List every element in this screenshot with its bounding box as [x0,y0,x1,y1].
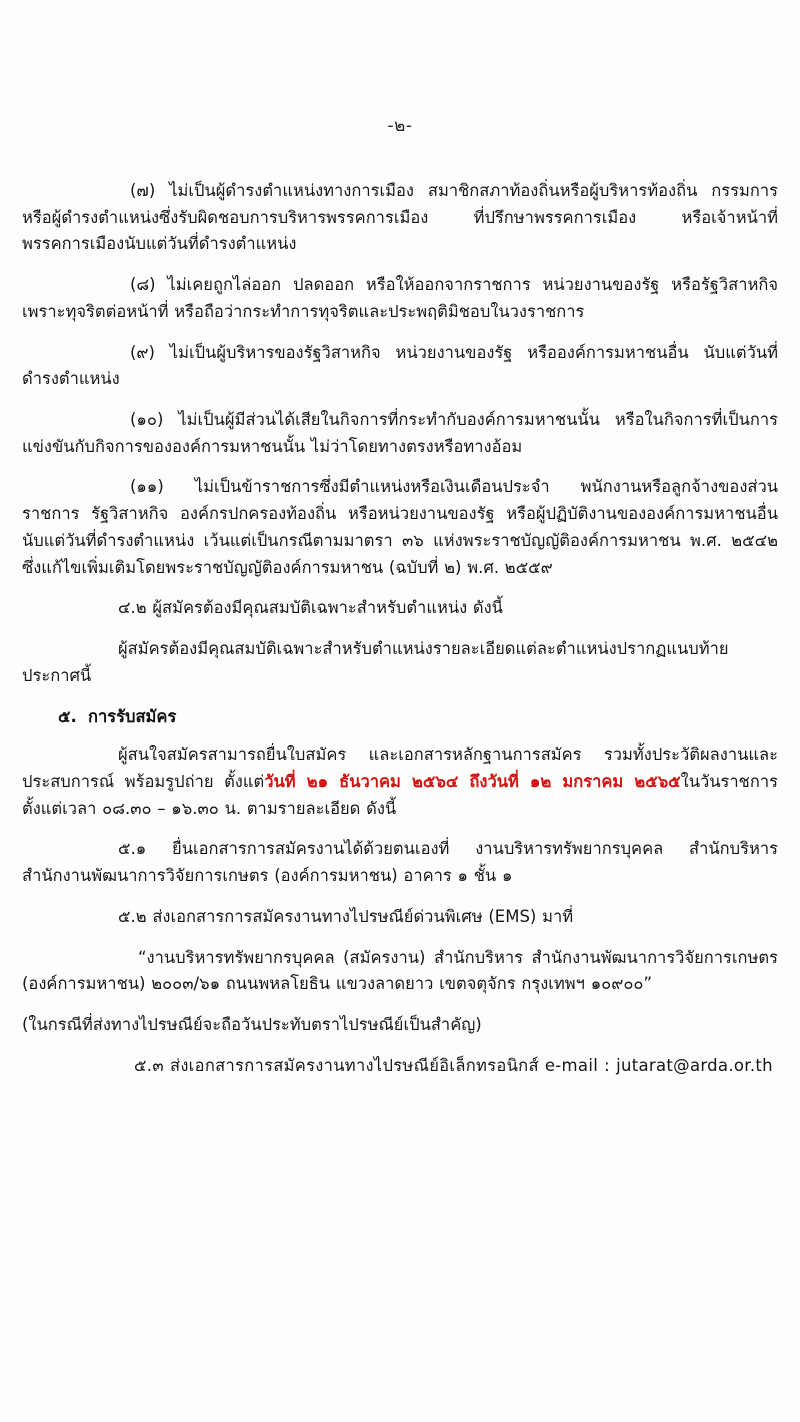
postmark-note: (ในกรณีที่ส่งทางไปรษณีย์จะถือวันประทับตราไปรษณีย์เป็นสำคัญ) [22,1014,482,1034]
paragraph-section-5-intro [22,742,778,822]
paragraph-item-11: (๑๑) ไม่เป็นข้าราชการซึ่งมีตำแหน่งหรือเงินเดือนประจำ พนักงานหรือลูกจ้างของส่วนราชการ รัฐวิสาหกิจ องค์กรปกครองท้องถิ่น หรือหน่วยงานของรัฐ หรือผู้ปฏิบัติงานขององค์การมหาชนอื่น นับแต่วันที่ดำรงตำแหน่ง เว้นแต่เป็นกรณีตามมาตรา ๓๖ แห่งพระราชบัญญัติองค์การมหาชน พ.ศ. ๒๕๔๒ ซึ่งแก้ไขเพิ่มเติมโดยพระราชบัญญัติองค์การมหาชน (ฉบับที่ ๒) พ.ศ. ๒๕๕๙ [22,477,778,577]
paragraph-item-5-2: ๕.๒ ส่งเอกสารการสมัครงานทางไปรษณีย์ด่วนพิเศษ (EMS) มาที่ [118,906,574,926]
paragraph-item-5-3: ๕.๓ ส่งเอกสารการสมัครงานทางไปรษณีย์อิเล็กทรอนิกส์ e-mail : jutarat@arda.or.th [134,1055,773,1075]
page-number: -๒- [387,116,413,136]
paragraph-item-9: (๙) ไม่เป็นผู้บริหารของรัฐวิสาหกิจ หน่วยงานของรัฐ หรือองค์การมหาชนอื่น นับแต่วันที่ดำรงตำแหน่ง [22,342,778,389]
intro-suffix-text: ในวันราชการ ตั้งแต่เวลา ๐๘.๓๐ – ๑๖.๓๐ น. ตามรายละเอียด ดังนี้ [22,771,778,818]
section-title: การรับสมัคร [88,706,177,726]
paragraph-item-5-1: ๕.๑ ยื่นเอกสารการสมัครงานได้ด้วยตนเองที่ งานบริหารทรัพยากรบุคคล สำนักบริหาร สำนักงานพัฒนาการวิจัยการเกษตร (องค์การมหาชน) อาคาร ๑ ชั้น ๑ [22,839,778,886]
application-date-range: วันที่ ๒๑ ธันวาคม ๒๕๖๔ ถึงวันที่ ๑๒ มกราคม ๒๕๖๕ [264,771,681,791]
paragraph-item-7: (๗) ไม่เป็นผู้ดำรงตำแหน่งทางการเมือง สมาชิกสภาท้องถิ่นหรือผู้บริหารท้องถิ่น กรรมการหรือผู้ดำรงตำแหน่งซึ่งรับผิดชอบการบริหารพรรคการเมือง ที่ปรึกษาพรรคการเมือง หรือเจ้าหน้าที่พรรคการเมืองนับแต่วันที่ดำรงตำแหน่ง [22,181,778,254]
section-number: ๕. [58,706,77,726]
intro-prefix-text: ผู้สนใจสมัครสามารถยื่นใบสมัคร และเอกสารหลักฐานการสมัคร รวมทั้งประวัติผลงานและประสบการณ์ พร้อมรูปถ่าย ตั้งแต่ [22,745,778,791]
document-body [0,178,800,1093]
paragraph-item-8: (๘) ไม่เคยถูกไล่ออก ปลดออก หรือให้ออกจากราชการ หน่วยงานของรัฐ หรือรัฐวิสาหกิจ เพราะทุจริตต่อหน้าที่ หรือถือว่ากระทำการทุจริตและประพฤติมิชอบในวงราชการ [22,275,778,321]
paragraph-item-10: (๑๐) ไม่เป็นผู้มีส่วนได้เสียในกิจการที่กระทำกับองค์การมหาชนนั้น หรือในกิจการที่เป็นการแข่งขันกับกิจการขององค์การมหาชนนั้น ไม่ว่าโดยทางตรงหรือทางอ้อม [22,410,778,456]
section-heading-5 [22,704,778,731]
paragraph-item-4-2: ๔.๒ ผู้สมัครต้องมีคุณสมบัติเฉพาะสำหรับตำแหน่ง ดังนี้ [118,598,503,618]
mailing-address-quote: “งานบริหารทรัพยากรบุคคล (สมัครงาน) สำนักบริหาร สำนักงานพัฒนาการวิจัยการเกษตร (องค์การมหาชน) ๒๐๐๓/๖๑ ถนนพหลโยธิน แขวงลาดยาว เขตจตุจักร กรุงเทพฯ ๑๐๙๐๐” [22,947,778,994]
paragraph-item-4-2-detail: ผู้สมัครต้องมีคุณสมบัติเฉพาะสำหรับตำแหน่งรายละเอียดแต่ละตำแหน่งปรากฏแนบท้ายประกาศนี้ [22,639,729,685]
